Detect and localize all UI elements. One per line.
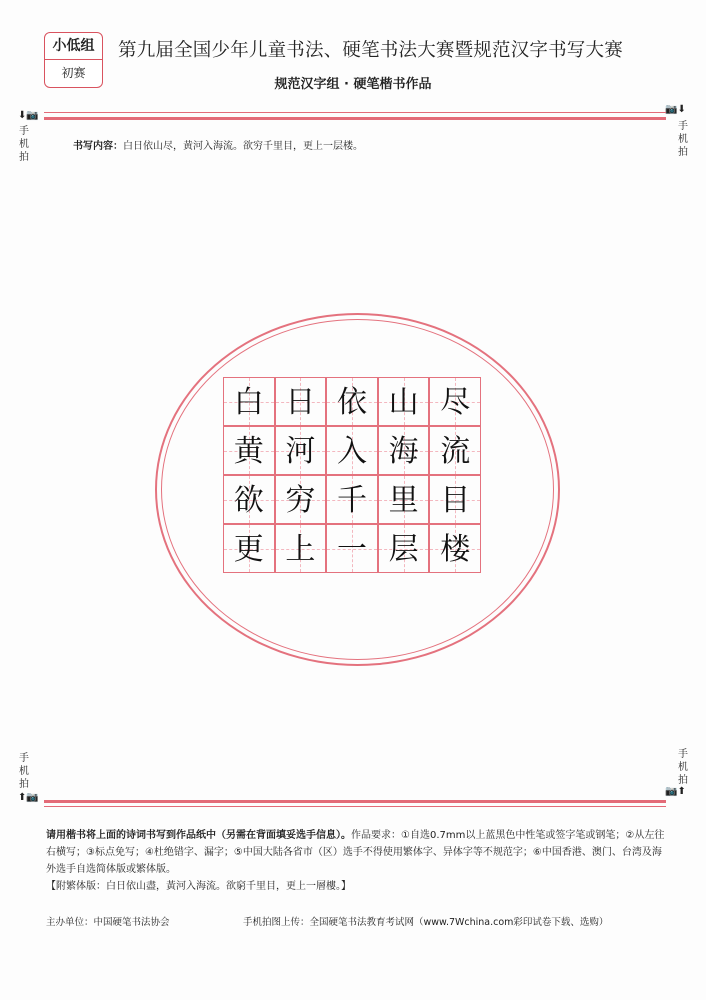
grid-character: 流 [440, 434, 471, 469]
grid-cell [326, 426, 378, 475]
badge-level: 小低组 [45, 33, 102, 60]
page-title: 第九届全国少年儿童书法、硬笔书法大赛暨规范汉字书写大赛 [118, 40, 623, 61]
grid-cell [275, 475, 327, 524]
grid-character: 入 [336, 434, 367, 469]
grid-character: 山 [388, 385, 419, 420]
phone-char: 机 [678, 134, 688, 145]
grid-character: 一 [336, 532, 367, 567]
grid-character: 楼 [440, 532, 471, 567]
phone-char: 拍 [678, 775, 688, 786]
phone-char: 拍 [19, 779, 29, 790]
bottom-rule-thick [44, 800, 666, 803]
phone-char: 机 [19, 766, 29, 777]
grid-character: 河 [285, 434, 316, 469]
grid-cell [429, 475, 481, 524]
top-rule-thin [44, 112, 666, 113]
grid-character: 千 [336, 483, 367, 518]
phone-label-top-left [17, 125, 31, 164]
upload-info: 手机拍图上传：全国硬笔书法教育考试网（www.7Wchina.com彩印试卷下载、选购） [243, 917, 609, 928]
grid-character: 日 [285, 385, 316, 420]
phone-char: 拍 [19, 152, 29, 163]
top-rule-thick [44, 117, 666, 120]
grid-character: 更 [233, 532, 264, 567]
grid-character: 黄 [233, 434, 264, 469]
grid-character: 海 [388, 434, 419, 469]
phone-label-bottom-left [17, 752, 31, 791]
writing-grid [223, 377, 481, 573]
upload-camera-icon: ⬆📷 [18, 792, 39, 803]
phone-char: 机 [19, 139, 29, 150]
grid-cell [223, 475, 275, 524]
bottom-rule-thin [44, 806, 666, 807]
grid-character: 上 [285, 532, 316, 567]
phone-label-bottom-right [676, 748, 690, 787]
grid-cell [223, 426, 275, 475]
badge-stage: 初赛 [61, 66, 86, 80]
grid-cell [429, 524, 481, 573]
grid-cell [275, 426, 327, 475]
writing-content [73, 137, 363, 152]
grid-character: 穷 [285, 483, 316, 518]
grid-cell [429, 426, 481, 475]
grid-cell [378, 524, 430, 573]
phone-char: 手 [678, 749, 688, 760]
grid-character: 尽 [440, 385, 471, 420]
camera-upload-icon: 📷⬆ [665, 786, 686, 797]
grid-cell [429, 377, 481, 426]
phone-char: 手 [19, 126, 29, 137]
grid-character: 欲 [233, 483, 264, 518]
page-subtitle: 规范汉字组 · 硬笔楷书作品 [274, 77, 432, 92]
phone-char: 拍 [678, 147, 688, 158]
phone-label-top-right [676, 120, 690, 159]
grid-character: 白 [233, 385, 264, 420]
grid-cell [378, 426, 430, 475]
grid-cell [326, 524, 378, 573]
grid-cell [326, 377, 378, 426]
grid-cell [223, 524, 275, 573]
writing-content-text: 白日依山尽，黄河入海流。欲穷千里目，更上一层楼。 [123, 141, 363, 152]
grid-character: 目 [440, 483, 471, 518]
phone-char: 手 [19, 753, 29, 764]
instructions-lead: 请用楷书将上面的诗词书写到作品纸中（另需在背面填妥选手信息）。 [46, 830, 351, 841]
grid-cell [378, 377, 430, 426]
grid-character: 依 [336, 385, 367, 420]
grid-cell [326, 475, 378, 524]
download-camera-icon: ⬇📷 [18, 110, 39, 121]
instructions-requirements: 作品要求：①自选0.7mm以上蓝黑色中性笔或签字笔或钢笔；②从左往右横写；③标点免写；④杜绝错字、漏字；⑤中国大陆各省市（区）选手不得使用繁体字、异体字等不规范字；⑥中国香港、澳门、台湾及海外选手自选简体版或繁体版。 [46, 830, 665, 875]
instructions [46, 827, 666, 895]
grid-cell [275, 377, 327, 426]
grid-character: 里 [388, 483, 419, 518]
organizer: 主办单位：中国硬笔书法协会 [46, 917, 170, 928]
instructions-traditional: 【附繁体版：白日依山盡，黃河入海流。欲窮千里目，更上一層樓。】 [46, 881, 351, 892]
phone-char: 手 [678, 121, 688, 132]
grid-cell [223, 377, 275, 426]
grid-cell [378, 475, 430, 524]
phone-char: 机 [678, 762, 688, 773]
camera-download-icon: 📷⬇ [665, 104, 686, 115]
grid-character: 层 [388, 532, 419, 567]
writing-content-label: 书写内容： [73, 141, 123, 152]
grid-cell [275, 524, 327, 573]
